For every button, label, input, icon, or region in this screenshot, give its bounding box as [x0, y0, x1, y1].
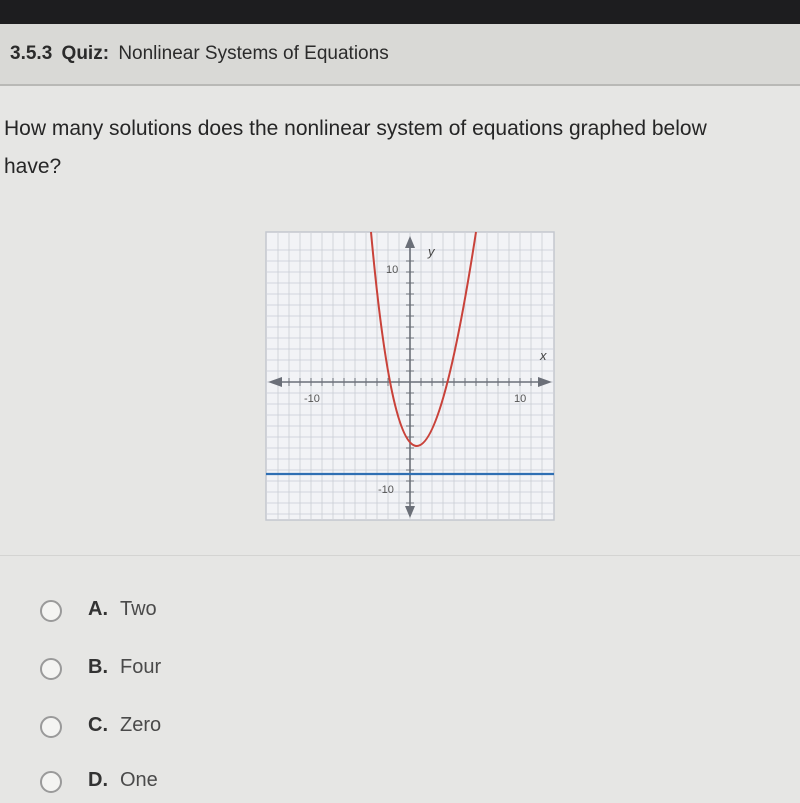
top-dark-bar — [0, 0, 800, 24]
choice-a-text: Two — [120, 598, 157, 620]
question-line-2: have? — [4, 155, 62, 178]
choice-b-letter: B. — [88, 656, 108, 678]
choice-a-letter: A. — [88, 598, 108, 620]
choice-d-letter: D. — [88, 769, 108, 791]
choice-c-text: Zero — [120, 714, 162, 736]
choice-d-text: One — [120, 769, 158, 791]
quiz-title — [10, 43, 389, 65]
radio-d[interactable] — [40, 771, 62, 793]
system-graph — [264, 226, 556, 524]
radio-c[interactable] — [40, 716, 62, 738]
choice-b[interactable] — [40, 656, 340, 690]
x-axis-label: x — [540, 348, 547, 363]
choice-b-text: Four — [120, 656, 162, 678]
quiz-name: Nonlinear Systems of Equations — [118, 43, 389, 64]
choice-d[interactable] — [40, 769, 340, 803]
y-tick-label-10: 10 — [386, 264, 399, 276]
x-tick-label-10: 10 — [514, 393, 527, 405]
radio-b[interactable] — [40, 658, 62, 680]
divider — [0, 555, 800, 556]
choice-c-letter: C. — [88, 714, 108, 736]
y-tick-label-neg10: -10 — [378, 484, 394, 496]
quiz-header — [0, 24, 800, 86]
choice-a[interactable] — [40, 598, 340, 632]
question-text — [4, 110, 800, 186]
x-tick-label-neg10: -10 — [304, 393, 320, 405]
quiz-code: 3.5.3 — [10, 43, 53, 64]
quiz-label: Quiz: — [61, 43, 110, 64]
radio-a[interactable] — [40, 600, 62, 622]
question-line-1: How many solutions does the nonlinear system of equations graphed below — [4, 117, 707, 140]
choice-c[interactable] — [40, 714, 340, 748]
y-axis-label: y — [428, 244, 435, 259]
